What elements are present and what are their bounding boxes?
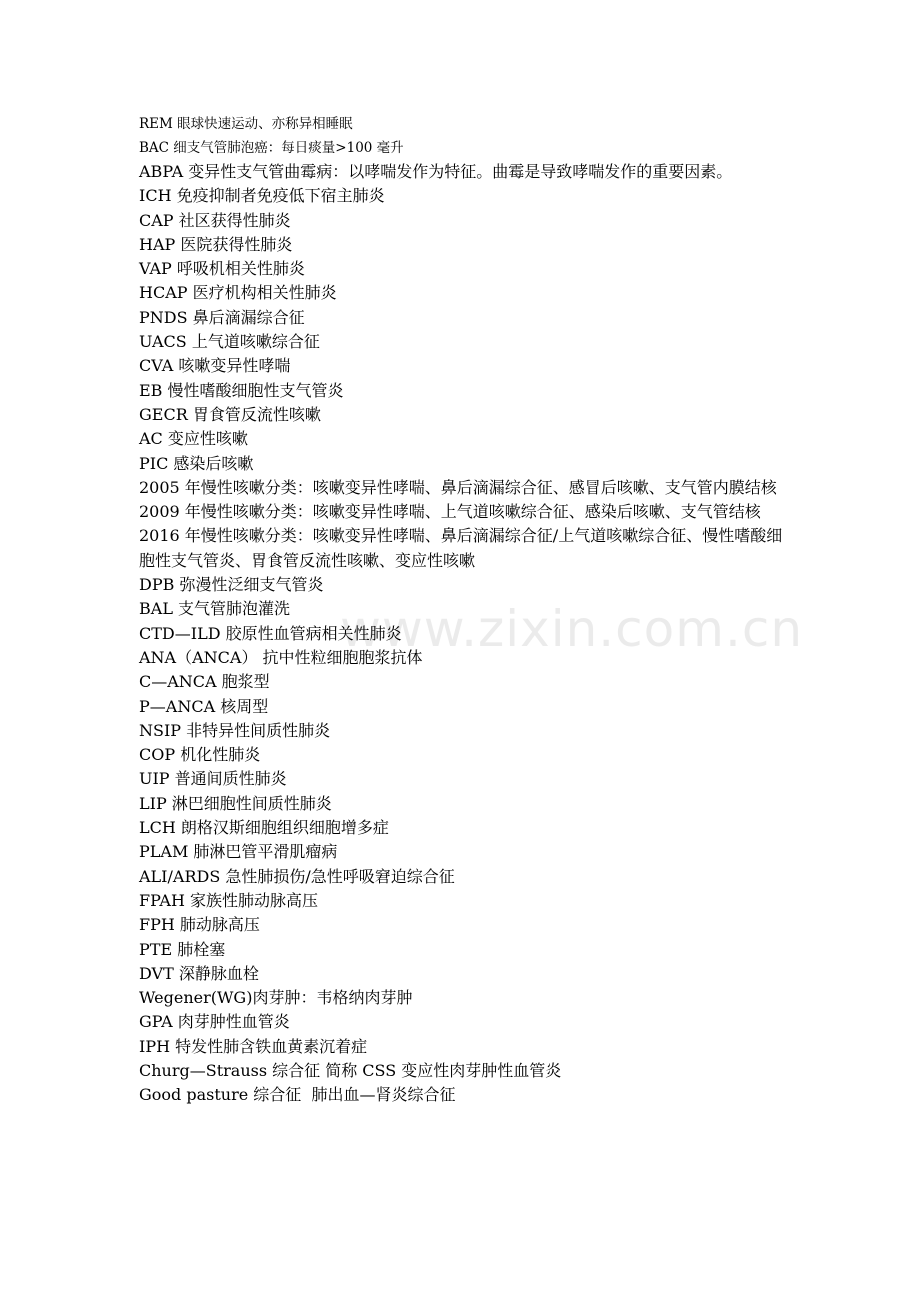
text-line: Churg—Strauss 综合征 简称 CSS 变应性肉芽肿性血管炎 — [139, 1060, 562, 1080]
text-line: AC 变应性咳嗽 — [139, 429, 248, 449]
text-line: 2005 年慢性咳嗽分类：咳嗽变异性哮喘、鼻后滴漏综合征、感冒后咳嗽、支气管内膜结核 — [139, 477, 777, 497]
document-body — [139, 112, 789, 1108]
text-line: 2016 年慢性咳嗽分类：咳嗽变异性哮喘、鼻后滴漏综合征/上气道咳嗽综合征、慢性嗜酸细胞性支气管炎、胃食管反流性咳嗽、变应性咳嗽 — [139, 526, 783, 570]
text-line: BAC 细支气管肺泡癌：每日痰量>100 毫升 — [139, 140, 404, 156]
text-line: IPH 特发性肺含铁血黄素沉着症 — [139, 1036, 368, 1056]
text-line: DVT 深静脉血栓 — [139, 963, 259, 983]
text-line: CTD—ILD 胶原性血管病相关性肺炎 — [139, 623, 402, 643]
text-line: CAP 社区获得性肺炎 — [139, 210, 291, 230]
text-line: EB 慢性嗜酸细胞性支气管炎 — [139, 380, 344, 400]
text-line: C—ANCA 胞浆型 — [139, 672, 270, 692]
text-line: ALI/ARDS 急性肺损伤/急性呼吸窘迫综合征 — [139, 866, 455, 886]
watermark: www.zixin.com.cn — [340, 600, 804, 658]
text-line: VAP 呼吸机相关性肺炎 — [139, 259, 305, 279]
text-line: ABPA 变异性支气管曲霉病：以哮喘发作为特征。曲霉是导致哮喘发作的重要因素。 — [139, 162, 733, 181]
text-line: PTE 肺栓塞 — [139, 939, 226, 959]
text-line: COP 机化性肺炎 — [139, 745, 261, 765]
text-line: DPB 弥漫性泛细支气管炎 — [139, 575, 324, 595]
text-line: PNDS 鼻后滴漏综合征 — [139, 307, 305, 327]
text-line: NSIP 非特异性间质性肺炎 — [139, 720, 331, 740]
text-line: BAL 支气管肺泡灌洗 — [139, 599, 291, 619]
text-line: HCAP 医疗机构相关性肺炎 — [139, 283, 337, 303]
text-line: ANA（ANCA） 抗中性粒细胞胞浆抗体 — [139, 647, 423, 667]
text-line: FPAH 家族性肺动脉高压 — [139, 890, 318, 910]
text-line: LIP 淋巴细胞性间质性肺炎 — [139, 793, 332, 813]
text-line: 2009 年慢性咳嗽分类：咳嗽变异性哮喘、上气道咳嗽综合征、感染后咳嗽、支气管结核 — [139, 502, 761, 522]
text-line: FPH 肺动脉高压 — [139, 915, 260, 935]
text-line: GPA 肉芽肿性血管炎 — [139, 1012, 290, 1032]
text-line: PLAM 肺淋巴管平滑肌瘤病 — [139, 842, 338, 862]
text-line: P—ANCA 核周型 — [139, 696, 269, 716]
text-line: CVA 咳嗽变异性哮喘 — [139, 356, 291, 376]
text-line: ICH 免疫抑制者免疫低下宿主肺炎 — [139, 186, 385, 206]
text-line: PIC 感染后咳嗽 — [139, 453, 254, 473]
text-line: GECR 胃食管反流性咳嗽 — [139, 404, 321, 424]
text-line: REM 眼球快速运动、亦称异相睡眠 — [139, 116, 353, 132]
text-line: UIP 普通间质性肺炎 — [139, 769, 287, 789]
text-line: Good pasture 综合征 肺出血—肾炎综合征 — [139, 1085, 456, 1105]
text-line: LCH 朗格汉斯细胞组织细胞增多症 — [139, 818, 389, 838]
text-line: Wegener(WG)肉芽肿：韦格纳肉芽肿 — [139, 988, 413, 1008]
text-line: UACS 上气道咳嗽综合征 — [139, 332, 320, 352]
text-line: HAP 医院获得性肺炎 — [139, 234, 293, 254]
